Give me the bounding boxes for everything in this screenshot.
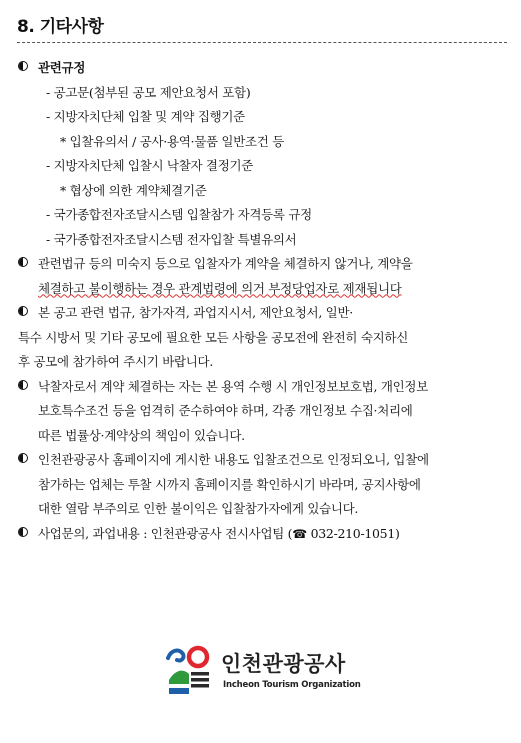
logo-name-english: Incheon Tourism Organization	[223, 680, 361, 690]
half-circle-bullet-icon	[18, 380, 28, 390]
paragraph-line: 인천관광공사 홈페이지에 게시한 내용도 입찰조건으로 인정되오니, 입찰에	[38, 452, 429, 467]
title-divider	[17, 42, 507, 43]
regulation-line: - 지방자치단체 입찰 및 계약 집행기준	[46, 109, 245, 124]
paragraph-line: 관련법규 등의 미숙지 등으로 입찰자가 계약을 체결하지 않거나, 계약을	[38, 256, 413, 271]
regulation-subline: * 입찰유의서 / 공사·용역·물품 일반조건 등	[60, 133, 284, 149]
paragraph-line: 참가하는 업체는 투찰 시까지 홈페이지를 확인하시기 바라며, 공지사항에	[38, 476, 421, 492]
paragraph-line	[38, 277, 508, 302]
regulation-line: - 공고문(첨부된 공모 제안요청서 포함)	[46, 84, 251, 100]
paragraph-text: 체결하고 불이행하는 경우 관계법령에 의거 부정당업자로 제재됩니다	[38, 280, 402, 296]
paragraph-line: 본 공고 관련 법규, 참가자격, 과업지시서, 제안요청서, 일반·	[38, 305, 353, 320]
logo-mark-icon	[165, 644, 213, 696]
notes-content	[18, 56, 508, 546]
half-circle-bullet-icon	[18, 61, 28, 71]
paragraph-line: 낙찰자로서 계약 체결하는 자는 본 용역 수행 시 개인정보보호법, 개인정보	[38, 378, 428, 394]
paragraph-line: 특수 시방서 및 기타 공모에 필요한 모든 사항을 공모전에 완전히 숙지하신	[18, 329, 408, 345]
contact-close: )	[395, 525, 400, 541]
section-title: 8. 기타사항	[17, 17, 104, 37]
paragraph-line: 보호특수조건 등을 엄격히 준수하여야 하며, 각종 개인정보 수집·처리에	[38, 403, 413, 418]
half-circle-bullet-icon	[18, 257, 28, 267]
bullet-item-regulations	[18, 56, 508, 252]
half-circle-bullet-icon	[18, 306, 28, 316]
logo-name-korean: 인천관광공사	[221, 652, 346, 676]
incheon-tourism-logo	[165, 644, 365, 700]
regulation-subline: * 협상에 의한 계약체결기준	[60, 182, 207, 198]
regulation-line: - 지방자치단체 입찰시 낙찰자 결정기준	[46, 158, 254, 173]
bullet-item-contact	[18, 522, 508, 547]
regulation-line: - 국가종합전자조달시스템 전자입찰 특별유의서	[46, 231, 297, 247]
contact-phone: 032-210-1051	[310, 525, 395, 541]
regulation-line: - 국가종합전자조달시스템 입찰참가 자격등록 규정	[46, 207, 312, 222]
paragraph-line: 후 공모에 참가하여 주시기 바랍니다.	[18, 354, 213, 369]
bullet-item-sanction-notice	[18, 252, 508, 301]
bullet-item-homepage-notice	[18, 448, 508, 522]
phone-icon: ☎	[292, 526, 307, 541]
contact-line	[38, 522, 508, 547]
half-circle-bullet-icon	[18, 527, 28, 537]
regulations-heading: 관련규정	[38, 60, 86, 75]
half-circle-bullet-icon	[18, 453, 28, 463]
bullet-item-familiarize-notice	[18, 301, 508, 375]
contact-label: 사업문의, 과업내용 : 인천관광공사 전시사업팀 (	[38, 525, 293, 541]
paragraph-line: 대한 열람 부주의로 인한 불이익은 입찰참가자에게 있습니다.	[38, 501, 359, 516]
bullet-item-privacy-notice	[18, 375, 508, 449]
paragraph-line: 따른 법률상·계약상의 책임이 있습니다.	[38, 427, 245, 443]
